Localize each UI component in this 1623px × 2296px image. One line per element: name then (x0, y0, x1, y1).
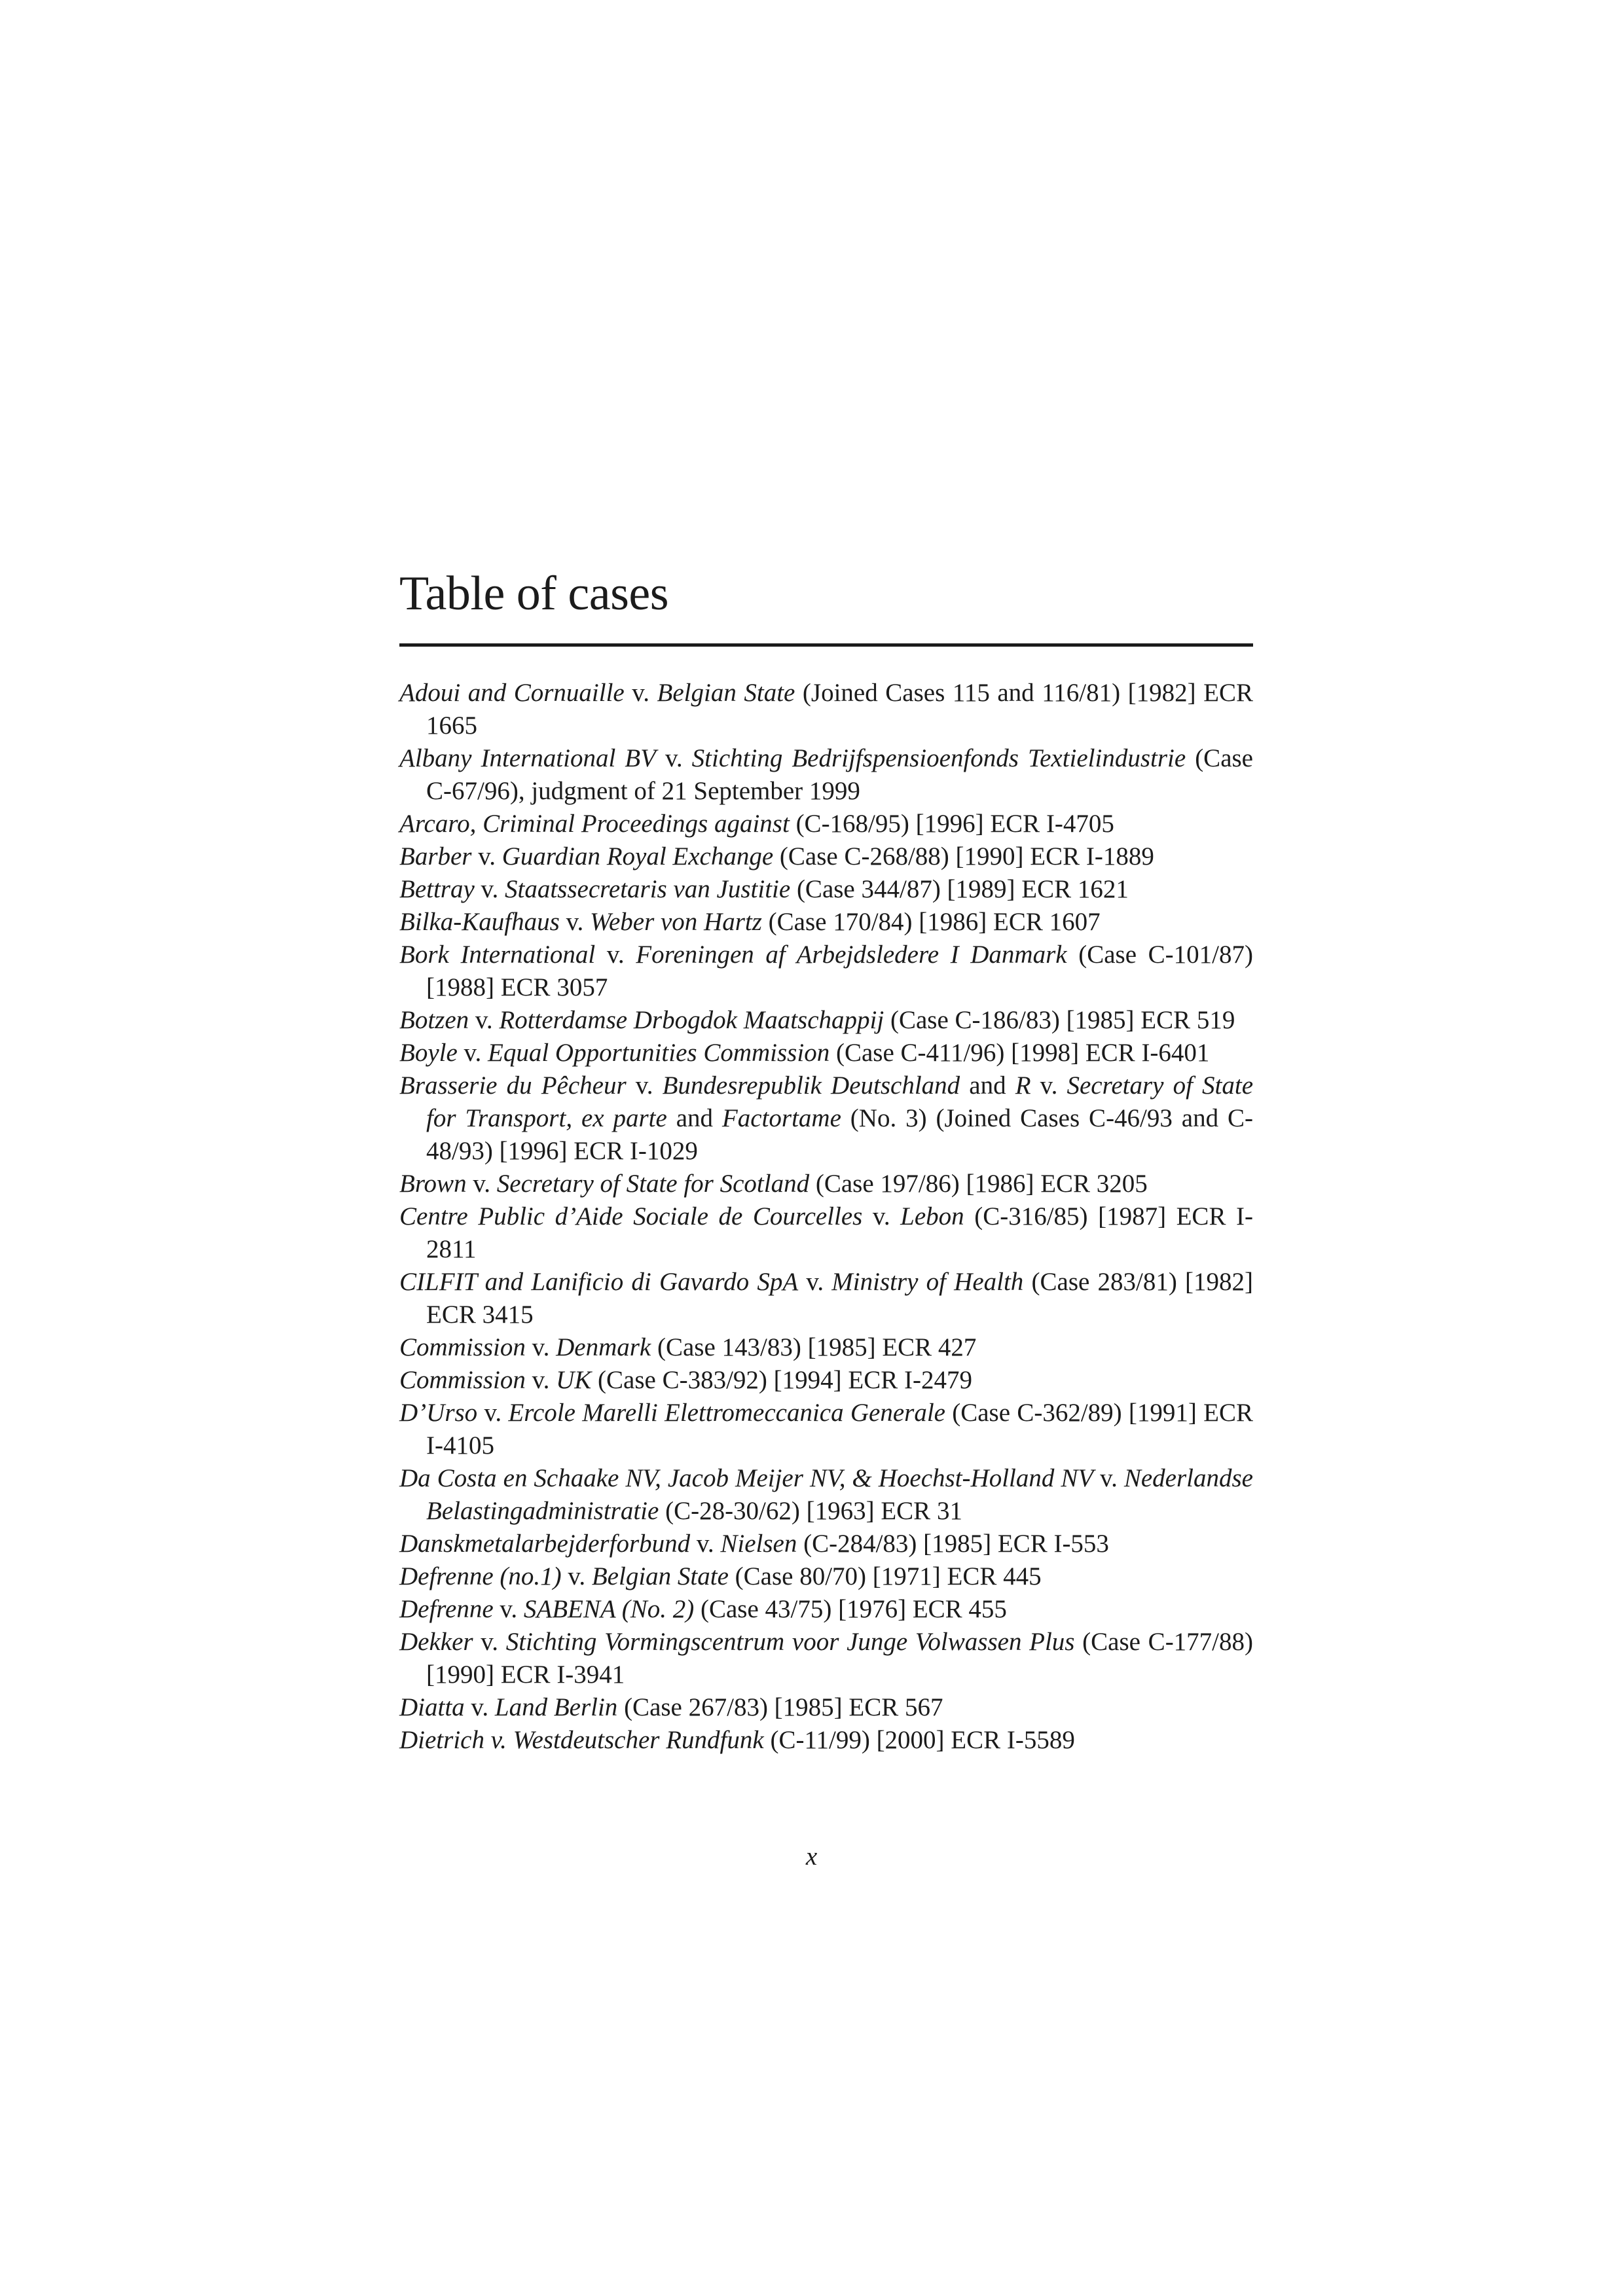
case-party: Rotterdamse Drbogdok Maatschappij (499, 1006, 884, 1034)
case-citation: (C-28-30/62) [1963] ECR 31 (659, 1497, 962, 1525)
title-rule (399, 643, 1253, 647)
case-citation: v. (624, 679, 657, 707)
case-entry (399, 1364, 1253, 1397)
case-party: Brown (399, 1170, 467, 1198)
case-entry (399, 1037, 1253, 1069)
case-citation: (Case C-411/96) [1998] ECR I-6401 (830, 1039, 1210, 1067)
case-entry (399, 1266, 1253, 1331)
case-party: Staatssecretaris van Justitie (505, 875, 791, 903)
case-party: Centre Public d’Aide Sociale de Courcelles (399, 1202, 863, 1230)
case-citation: v. (469, 1006, 500, 1034)
case-party: Ministry of Health (831, 1268, 1024, 1296)
case-party: Commission (399, 1366, 526, 1394)
case-party: Nederlandse Belastingadministratie (426, 1464, 1253, 1525)
case-citation: and (960, 1071, 1015, 1100)
case-citation: v. (471, 842, 502, 870)
case-entry (399, 808, 1253, 840)
case-party: Boyle (399, 1039, 458, 1067)
case-party: CILFIT and Lanificio di Gavardo SpA (399, 1268, 799, 1296)
case-party: Diatta (399, 1693, 465, 1721)
case-party: Bilka-Kaufhaus (399, 908, 560, 936)
case-entry (399, 1528, 1253, 1560)
case-citation: v. (561, 1562, 592, 1590)
case-entry (399, 1397, 1253, 1462)
case-party: Adoui and Cornuaille (399, 679, 625, 707)
case-party: Stichting Bedrijfspensioenfonds Textielindustrie (691, 744, 1186, 772)
case-citation: v. (862, 1202, 901, 1230)
case-citation: (Case C-67/96), judgment of 21 September 1999 (426, 744, 1253, 805)
case-citation: (Case 43/75) [1976] ECR 455 (694, 1595, 1007, 1623)
case-entry (399, 1691, 1253, 1724)
case-party: Da Costa en Schaake NV, Jacob Meijer NV, & Hoechst-Holland NV (399, 1464, 1094, 1492)
case-party: Commission (399, 1333, 526, 1361)
case-entry (399, 1626, 1253, 1691)
page-title: Table of cases (399, 567, 669, 620)
case-citation: (Case C-101/87) [1988] ECR 3057 (426, 941, 1253, 1001)
case-citation: and (666, 1104, 722, 1132)
case-citation: (Case 344/87) [1989] ECR 1621 (790, 875, 1129, 903)
case-party: Dekker (399, 1628, 473, 1656)
page-number: x (805, 1842, 818, 1871)
case-citation: (Case C-268/88) [1990] ECR I-1889 (773, 842, 1154, 870)
case-citation: (C-11/99) [2000] ECR I-5589 (763, 1726, 1075, 1754)
case-citation: (C-168/95) [1996] ECR I-4705 (789, 810, 1114, 838)
case-party: Arcaro, Criminal Proceedings against (399, 810, 790, 838)
case-entry (399, 677, 1253, 742)
case-citation: v. (798, 1268, 832, 1296)
case-citation: (C-284/83) [1985] ECR I-553 (797, 1530, 1109, 1558)
case-citation: (Case 197/86) [1986] ECR 3205 (809, 1170, 1148, 1198)
case-party: R (1015, 1071, 1031, 1100)
case-party: Stichting Vormingscentrum voor Junge Volwassen Plus (505, 1628, 1075, 1656)
case-citation: v. (1030, 1071, 1067, 1100)
case-citation: (C-316/85) [1987] ECR I-2811 (426, 1202, 1253, 1263)
case-party: Secretary of State for Transport, ex parte (426, 1071, 1254, 1132)
case-citation: v. (473, 1628, 506, 1656)
case-entry (399, 873, 1253, 906)
case-citation: v. (466, 1170, 497, 1198)
case-entry (399, 1200, 1253, 1266)
case-entry (399, 1593, 1253, 1626)
case-party: SABENA (No. 2) (523, 1595, 695, 1623)
case-entry (399, 742, 1253, 808)
case-entry (399, 1168, 1253, 1200)
case-entry (399, 939, 1253, 1004)
case-citation: (Case 170/84) [1986] ECR 1607 (761, 908, 1101, 936)
case-entry (399, 840, 1253, 873)
case-citation: (Case C-177/88) [1990] ECR I-3941 (426, 1628, 1254, 1689)
case-party: Factortame (721, 1104, 841, 1132)
case-party: Equal Opportunities Commission (488, 1039, 830, 1067)
case-citation: (Case 80/70) [1971] ECR 445 (728, 1562, 1042, 1590)
case-citation: (Case 283/81) [1982] ECR 3415 (426, 1268, 1253, 1329)
case-entry (399, 1331, 1253, 1364)
case-citation: v. (1093, 1464, 1124, 1492)
case-party: Foreningen af Arbejdsledere I Danmark (636, 941, 1067, 969)
case-party: Defrenne (399, 1595, 494, 1623)
case-entry (399, 1069, 1253, 1168)
case-citation: (Joined Cases 115 and 116/81) [1982] ECR 1665 (426, 679, 1253, 740)
case-citation: v. (493, 1595, 524, 1623)
case-party: Lebon (900, 1202, 964, 1230)
case-party: Bork International (399, 941, 596, 969)
case-party: Belgian State (657, 679, 795, 707)
case-party: Denmark (556, 1333, 651, 1361)
case-party: UK (556, 1366, 592, 1394)
case-party: Nielsen (720, 1530, 797, 1558)
case-party: Albany International BV (399, 744, 656, 772)
case-party: Land Berlin (494, 1693, 618, 1721)
case-party: Weber von Hartz (590, 908, 762, 936)
case-entry (399, 906, 1253, 939)
case-party: Bundesrepublik Deutschland (662, 1071, 960, 1100)
case-citation: (Case 267/83) [1985] ECR 567 (617, 1693, 943, 1721)
case-citation: (Case C-383/92) [1994] ECR I-2479 (591, 1366, 972, 1394)
case-citation: v. (690, 1530, 721, 1558)
case-citation: v. (477, 1399, 509, 1427)
case-citation: v. (457, 1039, 488, 1067)
case-party: Bettray (399, 875, 475, 903)
case-entry (399, 1724, 1253, 1757)
case-citation: v. (474, 875, 505, 903)
case-party: Barber (399, 842, 472, 870)
case-party: Dietrich v. Westdeutscher Rundfunk (399, 1726, 764, 1754)
case-citation: (Case C-186/83) [1985] ECR 519 (884, 1006, 1235, 1034)
case-party: Defrenne (no.1) (399, 1562, 562, 1590)
case-citation: (Case C-362/89) [1991] ECR I-4105 (426, 1399, 1253, 1460)
case-entry (399, 1462, 1253, 1528)
case-party: Brasserie du Pêcheur (399, 1071, 627, 1100)
case-entry (399, 1560, 1253, 1593)
case-citation: v. (595, 941, 636, 969)
case-citation: v. (525, 1333, 556, 1361)
case-citation: v. (525, 1366, 556, 1394)
case-citation: (No. 3) (Joined Cases C-46/93 and C-48/93) [1996] ECR I-1029 (426, 1104, 1253, 1165)
case-party: Botzen (399, 1006, 469, 1034)
case-citation: (Case 143/83) [1985] ECR 427 (651, 1333, 977, 1361)
case-entry (399, 1004, 1253, 1037)
case-citation: v. (626, 1071, 663, 1100)
case-party: Secretary of State for Scotland (496, 1170, 810, 1198)
case-party: Belgian State (591, 1562, 729, 1590)
case-party: Guardian Royal Exchange (501, 842, 774, 870)
case-party: D’Urso (399, 1399, 478, 1427)
case-party: Danskmetalarbejderforbund (399, 1530, 691, 1558)
case-list (399, 677, 1253, 1757)
case-citation: v. (559, 908, 591, 936)
case-citation: v. (464, 1693, 495, 1721)
case-citation: v. (655, 744, 692, 772)
case-party: Ercole Marelli Elettromeccanica Generale (508, 1399, 945, 1427)
